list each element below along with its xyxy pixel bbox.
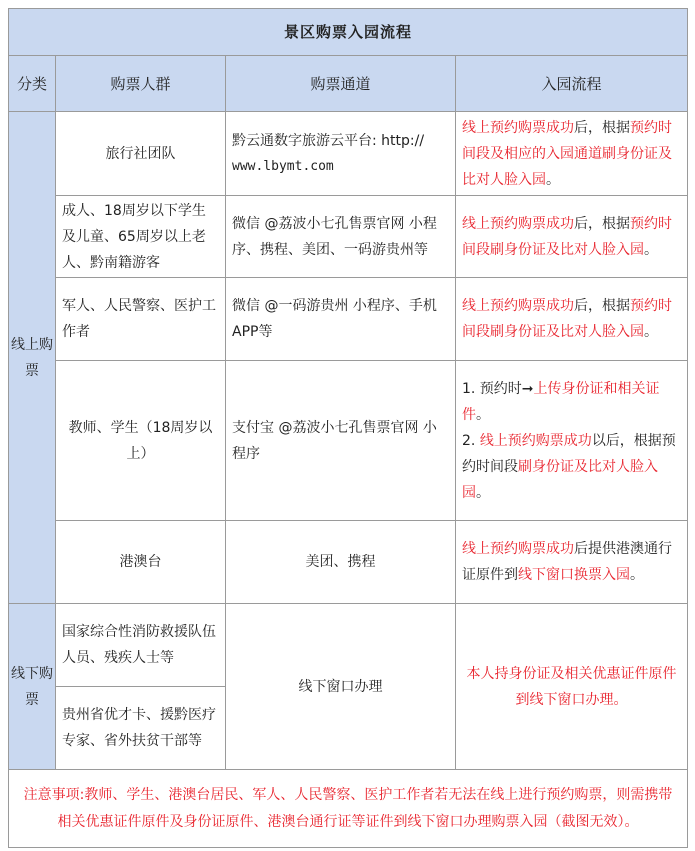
note-row bbox=[9, 770, 688, 848]
group-cell: 港澳台 bbox=[56, 521, 226, 604]
channel-cell: 微信 @一码游贵州 小程序、手机APP等 bbox=[226, 278, 456, 361]
group-cell: 贵州省优才卡、援黔医疗专家、省外扶贫干部等 bbox=[56, 687, 226, 770]
group-cell: 成人、18周岁以下学生及儿童、65周岁以上老人、黔南籍游客 bbox=[56, 196, 226, 278]
header-category: 分类 bbox=[9, 56, 56, 112]
channel-cell: 微信 @荔波小七孔售票官网 小程序、携程、美团、一码游贵州等 bbox=[226, 196, 456, 278]
process-highlight: 上传身份证和相关证件 bbox=[462, 380, 660, 423]
process-cell bbox=[456, 361, 688, 521]
category-offline: 线下购票 bbox=[9, 604, 56, 770]
process-text: 。 bbox=[546, 171, 560, 188]
process-text: 以后，根据预约时间段 bbox=[462, 432, 676, 475]
process-cell bbox=[456, 278, 688, 361]
process-text: 。 bbox=[644, 241, 658, 258]
table-row bbox=[9, 278, 688, 361]
group-cell: 军人、人民警察、医护工作者 bbox=[56, 278, 226, 361]
process-text: 后提供港澳通行证原件到 bbox=[462, 541, 672, 583]
process-text: 。 bbox=[476, 406, 490, 423]
title-row bbox=[9, 9, 688, 56]
ticket-process-table bbox=[8, 8, 688, 848]
table-row bbox=[9, 521, 688, 604]
header-process: 入园流程 bbox=[456, 56, 688, 112]
table-row bbox=[9, 361, 688, 521]
channel-line: 黔云通数字旅游云平台: http:// bbox=[232, 132, 425, 149]
table-row bbox=[9, 112, 688, 196]
process-highlight: 刷身份证及比对人脸入园 bbox=[462, 458, 658, 501]
table-title: 景区购票入园流程 bbox=[9, 9, 688, 56]
channel-cell bbox=[226, 112, 456, 196]
process-highlight: 预约时间段刷身份证及比对人脸入园 bbox=[462, 215, 672, 258]
channel-cell: 线下窗口办理 bbox=[226, 604, 456, 770]
process-cell bbox=[456, 196, 688, 278]
process-highlight: 线下窗口换票入园 bbox=[518, 567, 630, 583]
header-channel: 购票通道 bbox=[226, 56, 456, 112]
process-highlight: 线上预约购票成功 bbox=[462, 215, 574, 232]
process-text: 后，根据 bbox=[574, 119, 630, 136]
process-cell: 本人持身份证及相关优惠证件原件到线下窗口办理。 bbox=[456, 604, 688, 770]
process-highlight: 线上预约购票成功 bbox=[462, 119, 574, 136]
process-highlight: 线上预约购票成功 bbox=[462, 541, 574, 557]
header-group: 购票人群 bbox=[56, 56, 226, 112]
category-online: 线上购票 bbox=[9, 112, 56, 604]
process-text: 1. 预约时➞ bbox=[462, 380, 534, 397]
channel-cell: 支付宝 @荔波小七孔售票官网 小程序 bbox=[226, 361, 456, 521]
process-cell bbox=[456, 521, 688, 604]
group-cell: 教师、学生（18周岁以上） bbox=[56, 361, 226, 521]
group-cell: 国家综合性消防救援队伍人员、残疾人士等 bbox=[56, 604, 226, 687]
process-text: 。 bbox=[476, 484, 490, 501]
process-highlight: 线上预约购票成功 bbox=[462, 298, 574, 314]
process-step-1 bbox=[462, 376, 681, 428]
process-text: 。 bbox=[630, 567, 644, 583]
note-text: 注意事项:教师、学生、港澳台居民、军人、人民警察、医护工作者若无法在线上进行预约购票，则需携带相关优惠证件原件及身份证原件、港澳台通行证等证件到线下窗口办理购票入园（截图无效）。 bbox=[9, 770, 688, 848]
process-highlight: 预约时间段刷身份证及比对人脸入园 bbox=[462, 298, 672, 340]
table-row bbox=[9, 196, 688, 278]
process-highlight: 预约时间段及相应的入园通道刷身份证及比对人脸入园 bbox=[462, 119, 672, 188]
group-cell: 旅行社团队 bbox=[56, 112, 226, 196]
table-row bbox=[9, 604, 688, 687]
process-text: 2. bbox=[462, 432, 480, 449]
channel-cell: 美团、携程 bbox=[226, 521, 456, 604]
process-text: 。 bbox=[644, 324, 658, 340]
process-step-2 bbox=[462, 428, 681, 506]
process-text: 后，根据 bbox=[574, 298, 630, 314]
channel-url: www.lbymt.com bbox=[232, 158, 334, 174]
process-text: 后，根据 bbox=[574, 215, 630, 232]
process-highlight: 线上预约购票成功 bbox=[479, 432, 592, 449]
process-cell bbox=[456, 112, 688, 196]
header-row bbox=[9, 56, 688, 112]
